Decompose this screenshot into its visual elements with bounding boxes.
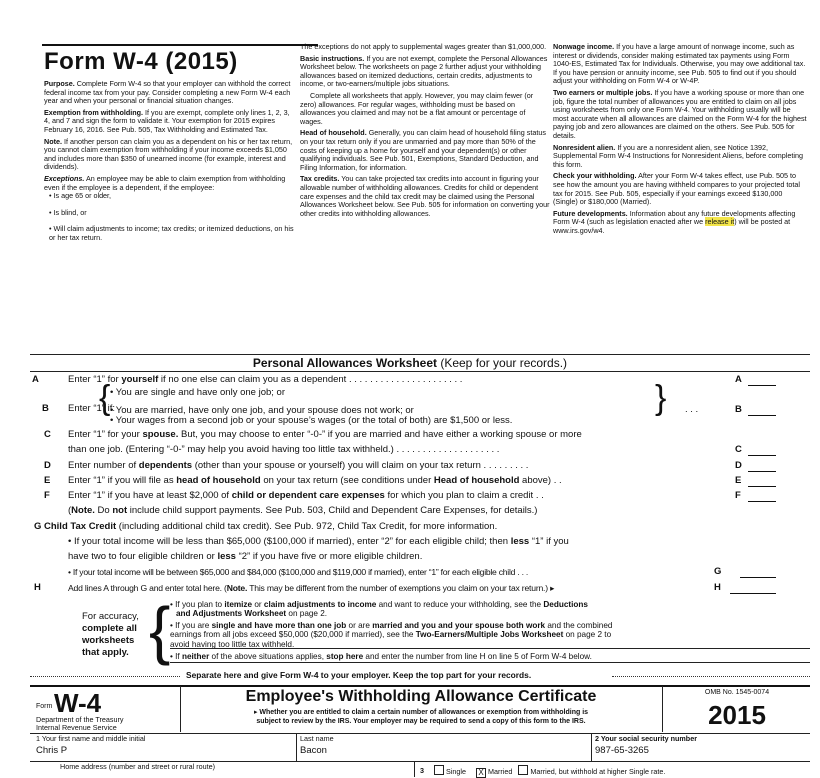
- certificate-top-rule: [30, 685, 810, 687]
- line-c-entry[interactable]: [748, 455, 776, 456]
- filing-status-number: 3: [420, 766, 424, 775]
- line-c-line2: than one job. (Entering “-0-” may help you avoid having too little tax withheld.) . . . . . . . . . . . . . . . . . . . .: [68, 444, 500, 455]
- single-label: Single: [446, 767, 466, 776]
- highlighted-text: release it: [705, 217, 735, 227]
- line-f-text: Enter “1” if you have at least $2,000 of child or dependent care expenses for which you plan to claim a credit . .: [68, 490, 544, 501]
- cert-title: Employee's Withholding Allowance Certificate: [245, 688, 597, 705]
- line-g-right-letter: G: [714, 566, 722, 577]
- line-e-letter: E: [44, 475, 51, 486]
- line-b-option-3: • Your wages from a second job or your spouse’s wages (or the total of both) are $1,500 or less.: [110, 415, 513, 426]
- cert-form-word: Form: [36, 703, 53, 710]
- line-a-text: Enter “1” for yourself if no one else can claim you as a dependent . . . . . . . . . . . . . . . . . . . . . .: [68, 374, 463, 385]
- basic-heading: Basic instructions.: [300, 53, 365, 63]
- line-b-right-letter: B: [735, 404, 742, 415]
- omb-number: OMB No. 1545-0074: [704, 689, 770, 696]
- accuracy-item-1: • If you plan to itemize or claim adjustments to income and want to reduce your withholding, see the Deductions: [170, 600, 588, 609]
- line-d-text: Enter number of dependents (other than your spouse or yourself) you will claim on your tax return . . . . . . . . .: [68, 460, 529, 471]
- line-c-letter: C: [44, 429, 51, 440]
- cut-line-right: [612, 676, 810, 677]
- cert-subtitle: ▸ Whether you are entitled to claim a certain number of allowances or exemption from withholding is subject to review by the IRS. Your employer may be required to send a copy of this form to the IRS.: [253, 709, 589, 725]
- exceptions-text: An employee may be able to claim exemption from withholding even if the employee is a dependent, if the employee:: [44, 173, 286, 192]
- line-g-bullet-2: • If your total income will be between $65,000 and $84,000 ($100,000 and $119,000 if married), enter “1” for each eligible child . . .: [68, 567, 528, 577]
- check-heading: Check your withholding.: [553, 171, 637, 181]
- accuracy-brace: {: [149, 594, 171, 666]
- form-title: Form W-4 (2015): [44, 48, 238, 75]
- exceptions-heading: Exceptions.: [44, 173, 85, 183]
- ssn-field[interactable]: 987-65-3265: [595, 745, 649, 756]
- exception-bullet-2: • Is blind, or: [49, 207, 87, 217]
- line-b-dots: . . .: [685, 404, 699, 415]
- cert-divider-right: [662, 686, 663, 732]
- line-g-entry[interactable]: [740, 577, 776, 578]
- line-b-entry[interactable]: [748, 415, 776, 416]
- basic-text: If you are not exempt, complete the Personal Allowances Worksheet below. The worksheets on page 2 further adjust your withholding allowances based on itemized deductions, certain credits, adjustments to income, or two-earners/multiple jobs situations.: [300, 53, 548, 89]
- two-earners-heading: Two earners or multiple jobs.: [553, 87, 653, 97]
- married-higher-label: Married, but withhold at higher Single rate.: [530, 767, 666, 776]
- accuracy-label: For accuracy, complete all worksheets that apply.: [82, 611, 139, 658]
- purpose-text: Complete Form W-4 so that your employer can withhold the correct federal income tax from your pay. Consider completing a new Form W-4 each year and when your personal or financial situation changes.: [44, 79, 291, 106]
- line-g-text: Child Tax Credit (including additional child tax credit). See Pub. 972, Child Tax Credit, for more information.: [44, 521, 498, 532]
- line-b-option-1: • You are single and have only one job; or: [110, 387, 285, 398]
- married-checkbox[interactable]: X: [476, 768, 486, 778]
- line-b-letter: B: [42, 403, 49, 414]
- note-text: If another person can claim you as a dependent on his or her tax return, you cannot claim exemption from withholding if your income exceeds $1,050 and includes more than $350 of unearned income (for example, interest and dividends).: [44, 136, 293, 172]
- cert-department: Department of the Treasury Internal Revenue Service: [36, 715, 124, 732]
- cert-divider-address: [414, 762, 415, 777]
- line-g-bullet-1: • If your total income will be less than $65,000 ($100,000 if married), enter “2” for each eligible child; then less “1” if you: [68, 536, 569, 547]
- accuracy-instructions: • If you plan to itemize or claim adjustments to income and want to reduce your withholding, see the Deductions and Adjustments Worksheet on page 2. • If you are single and have more than one job or are married and you and your spouse both work and the combined earnings from all jobs exceed $50,000 ($20,000 if married), see the Two-Earners/Multiple Jobs Worksheet on page 2 to avoid having too little tax withheld.: [170, 600, 815, 649]
- first-name-field[interactable]: Chris P: [36, 745, 68, 756]
- cert-form-id: W-4: [54, 688, 102, 718]
- exception-bullet-3: • Will claim adjustments to income; tax credits; or itemized deductions, on his or her tax return.: [49, 224, 294, 242]
- filing-status-options: [432, 765, 665, 778]
- accuracy-item-2: • If you are single and have more than one job or are married and you and your spouse both work and the combined: [170, 620, 613, 630]
- cut-line-left: [30, 676, 180, 677]
- line-b-right-brace: }: [655, 379, 667, 417]
- nra-text: If you are a nonresident alien, see Notice 1392, Supplemental Form W-4 Instructions for Nonresident Aliens, before completing this form.: [553, 142, 803, 169]
- future-text-a: Information about any future developments affecting Form W-4 (such as legislation enacted after we: [553, 208, 796, 227]
- worksheet-title-bold: Personal Allowances Worksheet: [252, 356, 437, 370]
- hoh-text: Generally, you can claim head of household filing status on your tax return only if you are unmarried and pay more than 50% of the costs of keeping up a home for yourself and your dependent(s) or other qualifying individuals. See Pub. 501, Exemptions, Standard Deduction, and Filing Information, for information.: [300, 128, 546, 172]
- worksheet-title-rest: (Keep for your records.): [437, 356, 568, 370]
- two-earners-text: If you have a working spouse or more than one job, figure the total number of allowances you are entitled to claim on all jobs using worksheets from only one Form W-4. Your withholding usually will be most accurate when all allowances are claimed on the Form W-4 for the highest paying job and zero allowances are claimed on the others. See Pub. 505 for details.: [553, 87, 807, 140]
- line-g-letter: G: [34, 521, 42, 532]
- line-b-brace: {: [99, 379, 111, 417]
- line-f-entry[interactable]: [748, 501, 776, 502]
- line-a-entry[interactable]: [748, 385, 776, 386]
- accuracy-item-3: • If neither of the above situations applies, stop here and enter the number from line H on line 5 of Form W-4 below.: [170, 652, 592, 661]
- last-name-field[interactable]: Bacon: [300, 745, 327, 756]
- cert-divider-left: [180, 686, 181, 732]
- exempt-heading: Exemption from withholding.: [44, 107, 144, 117]
- exception-bullet-1: • Is age 65 or older,: [49, 191, 112, 201]
- address-label: Home address (number and street or rural route): [60, 762, 215, 771]
- cert-divider-name: [296, 734, 297, 761]
- last-name-label: Last name: [300, 734, 334, 743]
- nra-heading: Nonresident alien.: [553, 142, 616, 152]
- line-d-letter: D: [44, 460, 51, 471]
- line-e-text: Enter “1” if you will file as head of household on your tax return (see conditions under Head of household above) . .: [68, 475, 562, 486]
- check-text: After your Form W-4 takes effect, use Pub. 505 to see how the amount you are having withheld compares to your projected total tax for 2015. See Pub. 505, especially if your earnings exceed $130,000 (Single) or $180,000 (Married).: [553, 171, 800, 207]
- line-d-right-letter: D: [735, 460, 742, 471]
- line-b-intro: Enter “1” if:: [68, 403, 115, 414]
- accuracy-divider: [170, 648, 810, 649]
- line-f-line2: (Note. Do not include child support payments. See Pub. 503, Child and Dependent Care Expenses, for details.): [68, 505, 538, 516]
- line-h-entry[interactable]: [730, 593, 776, 594]
- first-name-label: 1 Your first name and middle initial: [36, 734, 146, 743]
- exempt-text: If you are exempt, complete only lines 1, 2, 3, 4, and 7 and sign the form to validate it. Your exemption for 2015 expires February 16, 2016. See Pub. 505, Tax Withholding and Estimated Tax.: [44, 107, 290, 134]
- nonwage-text: If you have a large amount of nonwage income, such as interest or dividends, consider making estimated tax payments using Form 1040-ES, Estimated Tax for Individuals. Otherwise, you may owe additional tax. If you have pension or annuity income, see Pub. 505 to find out if you should adjust your withholding on Form W-4 or W-4P.: [553, 42, 806, 86]
- line-d-entry[interactable]: [748, 471, 776, 472]
- line-h-text: Add lines A through G and enter total here. (Note. This may be different from the number of exemptions you claim on your tax return.) ▸: [68, 583, 555, 593]
- line-f-letter: F: [44, 490, 50, 501]
- credits-heading: Tax credits.: [300, 174, 340, 184]
- future-heading: Future developments.: [553, 208, 628, 218]
- note-heading: Note.: [44, 136, 62, 146]
- line-a-right-letter: A: [735, 374, 742, 385]
- nonwage-heading: Nonwage income.: [553, 42, 615, 51]
- separator-text: Separate here and give Form W-4 to your employer. Keep the top part for your records.: [186, 670, 532, 680]
- line-c-text: Enter “1” for your spouse. But, you may choose to enter “-0-” if you are married and have either a working spouse or more: [68, 429, 582, 440]
- line-b-option-2: • You are married, have only one job, and your spouse does not work; or: [110, 405, 414, 416]
- married-label: Married: [487, 767, 513, 776]
- line-h-right-letter: H: [714, 582, 721, 593]
- line-e-entry[interactable]: [748, 486, 776, 487]
- hoh-heading: Head of household.: [300, 128, 367, 138]
- complete-text: Complete all worksheets that apply. However, you may claim fewer (or zero) allowances. For regular wages, withholding must be based on allowances you claimed and may not be a flat amount or percentage of wages.: [300, 90, 534, 126]
- line-f-right-letter: F: [735, 490, 741, 501]
- line-g-bullet-1-line2: have two to four eligible children or less “2” if you have five or more eligible children.: [68, 551, 423, 562]
- cert-year: 2015: [708, 700, 766, 730]
- accuracy-bottom-rule: [170, 662, 810, 663]
- supplemental-text: The exceptions do not apply to supplemental wages greater than $1,000,000.: [300, 42, 547, 51]
- credits-text: You can take projected tax credits into account in figuring your allowable number of withholding allowances. Credits for child or dependent care expenses and the child tax credit may be claimed using the Personal Allowances Worksheet below. See Pub. 505 for information on converting your other credits into withholding allowances.: [300, 174, 550, 218]
- line-a-letter: A: [32, 374, 39, 385]
- ssn-label: 2 Your social security number: [595, 734, 697, 743]
- cert-divider-ssn: [591, 734, 592, 761]
- married-higher-checkbox[interactable]: [518, 765, 528, 775]
- purpose-heading: Purpose.: [44, 79, 75, 88]
- future-text-b: ) will be posted at www.irs.gov/w4.: [553, 217, 791, 235]
- line-h-letter: H: [34, 582, 41, 593]
- single-checkbox[interactable]: [434, 765, 444, 775]
- line-c-right-letter: C: [735, 444, 742, 455]
- line-e-right-letter: E: [735, 475, 742, 486]
